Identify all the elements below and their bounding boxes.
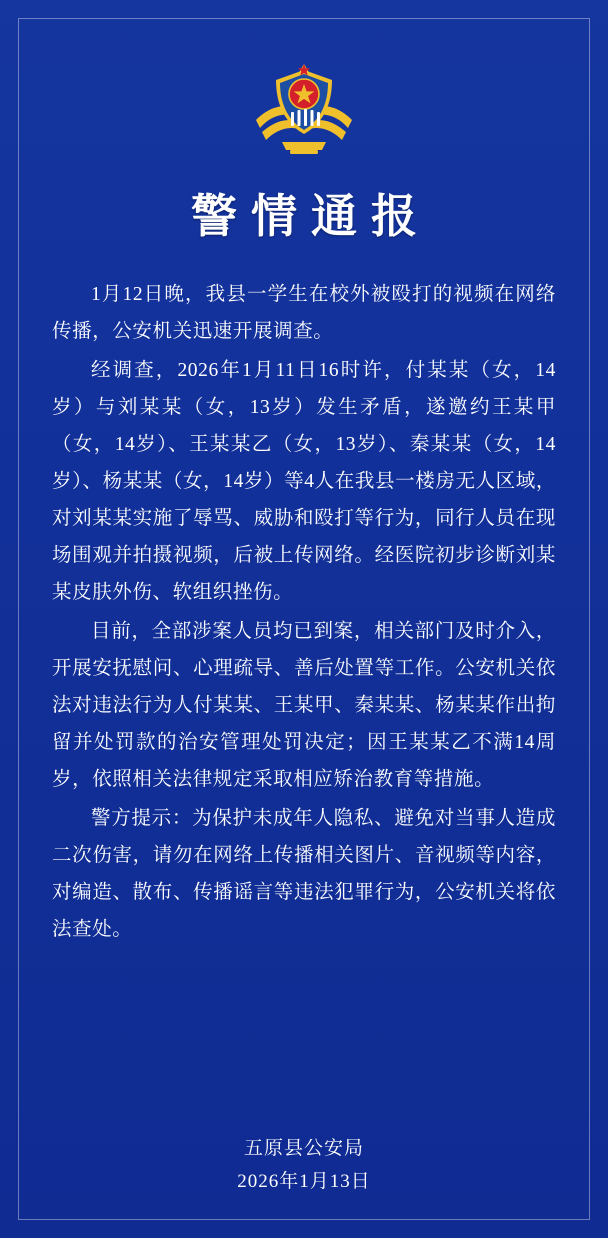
notice-paragraph-1: 1月12日晚，我县一学生在校外被殴打的视频在网络传播，公安机关迅速开展调查。 [52,284,556,342]
issuing-authority: 五原县公安局 [243,1138,364,1159]
police-badge-icon [244,58,364,158]
page-title: 警情通报 [191,191,431,242]
notice-body [52,276,556,950]
notice-paragraph-4: 警方提示：为保护未成年人隐私、避免对当事人造成二次伤害，请勿在网络上传播相关图片、音视频等内容，对编造、散布、传播谣言等违法犯罪行为，公安机关将依法查处。 [52,808,556,940]
notice-footer [52,1132,556,1198]
notice-paragraph-3: 目前，全部涉案人员均已到案，相关部门及时介入，开展安抚慰问、心理疏导、善后处置等工作。公安机关依法对违法行为人付某某、王某甲、秦某某、杨某某作出拘留并处罚款的治安管理处罚决定；因王某某乙不满14周岁，依照相关法律规定采取相应矫治教育等措施。 [52,621,556,790]
notice-paragraph-2: 经调查，2026年1月11日16时许，付某某（女，14岁）与刘某某（女，13岁）发生矛盾，遂邀约王某甲（女，14岁）、王某某乙（女，13岁）、秦某某（女，14岁）、杨某某（女，14岁）等4人在我县一楼房无人区域，对刘某某实施了辱骂、威胁和殴打等行为，同行人员在现场围观并拍摄视频，后被上传网络。经医院初步诊断刘某某皮肤外伤、软组织挫伤。 [52,360,556,603]
issue-date: 2026年1月13日 [237,1171,371,1192]
emblem-container [52,58,556,158]
